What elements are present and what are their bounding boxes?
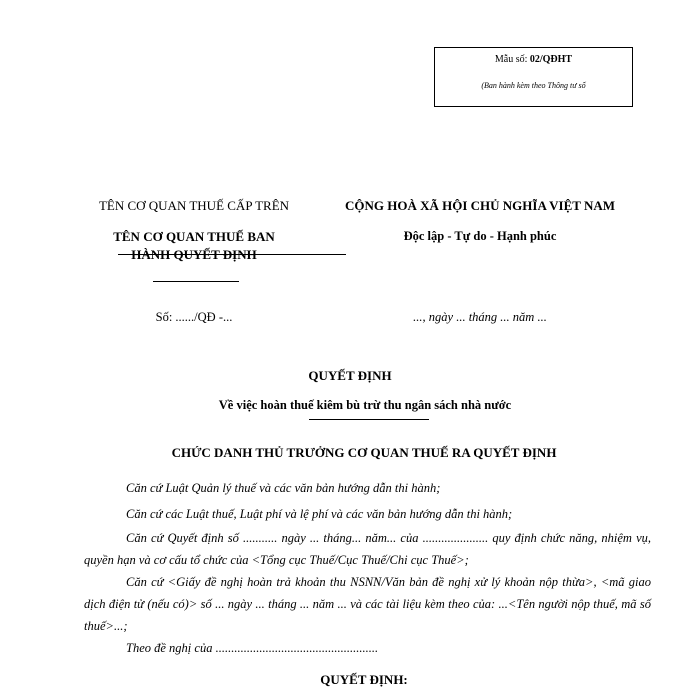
document-number: Số: ....../QĐ -... [155, 310, 233, 324]
country-name: CỘNG HOÀ XÃ HỘI CHỦ NGHĨA VIỆT NAM [344, 198, 616, 213]
parent-agency: TÊN CƠ QUAN THUẾ CẤP TRÊN [98, 198, 290, 213]
agency-underline [153, 281, 239, 282]
document-date: ..., ngày ... tháng ... năm ... [413, 310, 547, 324]
issuing-agency-line2: HÀNH QUYẾT ĐỊNH [131, 247, 257, 262]
proposal-paragraph: Theo đề nghị của .................................................... [126, 641, 379, 655]
form-code [435, 54, 632, 65]
subject-underline [309, 419, 429, 420]
form-code-value: 02/QĐHT [529, 54, 573, 65]
issuing-authority-title: CHỨC DANH THỦ TRƯỞNG CƠ QUAN THUẾ RA QUYẾT ĐỊNH [171, 445, 557, 460]
basis-paragraph: Căn cứ Luật Quản lý thuế và các văn bản hướng dẫn thi hành; [126, 481, 441, 495]
basis-paragraph: Căn cứ các Luật thuế, Luật phí và lệ phí và các văn bản hướng dẫn thi hành; [126, 507, 513, 521]
basis-paragraph: Căn cứ Quyết định số ........... ngày ... tháng... năm... của ..................... quy định chức năng, nhiệm vụ, quyền hạn và cơ cấu tổ chức của <Tổng cục Thuế/Cục Thuế/Chi cục Thuế>; [84, 531, 651, 567]
decision-heading: QUYẾT ĐỊNH: [320, 672, 408, 687]
form-code-box [434, 47, 633, 107]
form-code-prefix: Mẫu số: [494, 54, 530, 65]
document-subject: Về việc hoàn thuế kiêm bù trừ thu ngân sách nhà nước [218, 398, 512, 412]
national-motto: Độc lập - Tự do - Hạnh phúc [403, 229, 557, 243]
form-note: (Ban hành kèm theo Thông tư số [481, 81, 586, 90]
issuing-agency-line1: TÊN CƠ QUAN THUẾ BAN [113, 229, 275, 244]
document-title: QUYẾT ĐỊNH [308, 368, 392, 383]
basis-paragraph: Căn cứ <Giấy đề nghị hoàn trả khoản thu NSNN/Văn bản đề nghị xử lý khoản nộp thừa>, <mã giao dịch điện tử (nếu có)> số ... ngày ... tháng ... năm ... và các tài liệu kèm theo của: ...<Tên người nộp thuế, mã số thuế>...; [84, 575, 651, 633]
agency-strike-line [118, 254, 346, 255]
